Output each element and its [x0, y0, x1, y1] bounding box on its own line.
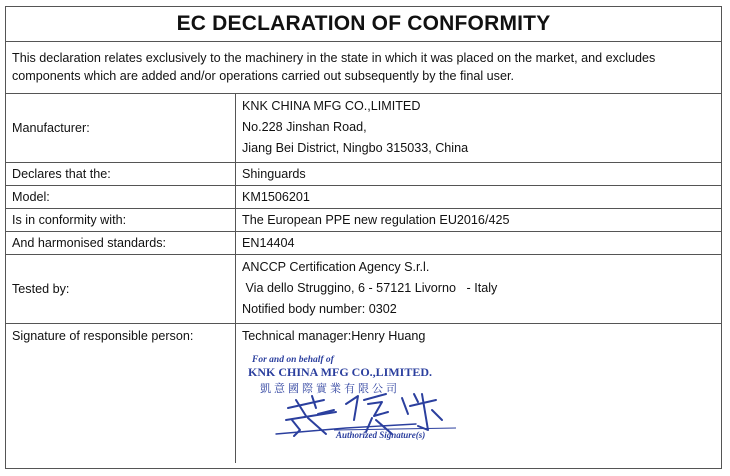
declares-row: [6, 163, 721, 186]
tested-address: Via dello Struggino, 6 - 57121 Livorno - Italy: [242, 281, 498, 295]
stamp-chinese-text: 凱意國際實業有限公司: [260, 382, 400, 395]
manufacturer-label: Manufacturer:: [6, 94, 236, 162]
model-value: KM1506201: [242, 190, 310, 204]
tested-value: [236, 255, 721, 323]
conformity-label: Is in conformity with:: [6, 209, 236, 231]
stamp-company-text: KNK CHINA MFG CO.,LIMITED.: [248, 365, 433, 379]
intro-paragraph: This declaration relates exclusively to the machinery in the state in which it was placed on the market, and excludes components which are added and/or operations carried out subsequently by the final user.: [6, 42, 721, 94]
signature-title: Technical manager:Henry Huang: [242, 329, 426, 343]
tested-label: Tested by:: [6, 255, 236, 323]
manufacturer-value: [236, 94, 721, 162]
conformity-value: The European PPE new regulation EU2016/425: [242, 213, 510, 227]
manufacturer-row: [6, 94, 721, 163]
company-seal-signature: [246, 350, 461, 445]
manufacturer-street: No.228 Jinshan Road,: [242, 120, 367, 134]
manufacturer-name: KNK CHINA MFG CO.,LIMITED: [242, 99, 421, 113]
stamp-authorized-text: Authorized Signature(s): [336, 430, 426, 440]
declares-label: Declares that the:: [6, 163, 236, 185]
tested-row: [6, 255, 721, 324]
standards-label: And harmonised standards:: [6, 232, 236, 254]
manufacturer-city: Jiang Bei District, Ningbo 315033, China: [242, 141, 469, 155]
declares-value: Shinguards: [242, 167, 306, 181]
stamp-behalf-text: For and on behalf of: [252, 355, 334, 365]
standards-value: EN14404: [242, 236, 295, 250]
conformity-row: [6, 209, 721, 232]
model-row: [6, 186, 721, 209]
tested-agency: ANCCP Certification Agency S.r.l.: [242, 260, 430, 274]
tested-notified-body: Notified body number: 0302: [242, 302, 397, 316]
model-label: Model:: [6, 186, 236, 208]
signature-label: Signature of responsible person:: [6, 324, 236, 463]
document-title: EC DECLARATION OF CONFORMITY: [6, 7, 721, 42]
standards-row: [6, 232, 721, 255]
